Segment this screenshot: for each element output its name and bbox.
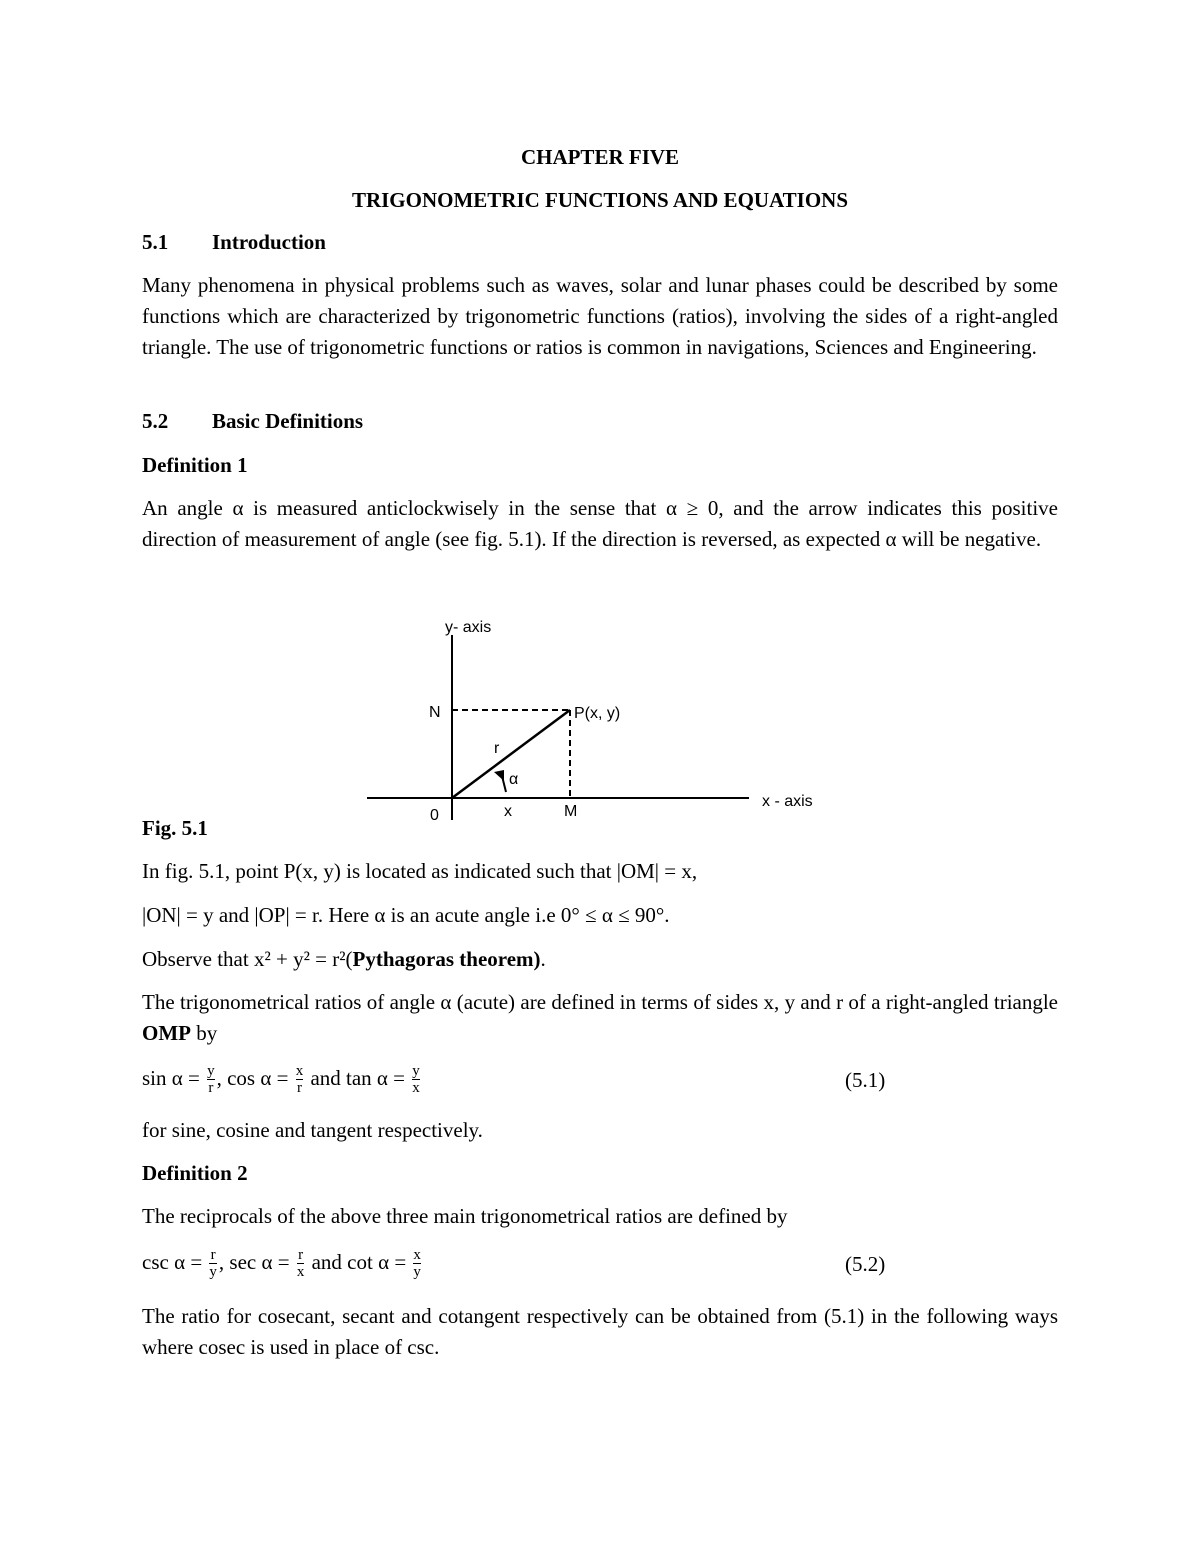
equation-5-1 [142,1063,422,1096]
final-paragraph: The ratio for cosecant, secant and cotangent respectively can be obtained from (5.1) in the following ways where cosec is used in place of csc. [142,1304,1058,1359]
label-x: x [504,803,512,820]
equation-number-5-1: (5.1) [845,1068,886,1092]
eq1-cos: , cos α = [216,1066,294,1090]
chapter-heading: CHAPTER FIVE [520,145,680,169]
label-N: N [429,704,441,721]
equation-5-2 [142,1247,423,1280]
x-axis-label: x - axis [762,793,813,810]
section-number: 5.1 [142,230,169,254]
figure-5-1 [142,610,1058,845]
label-M: M [564,803,578,820]
equation-number-5-2: (5.2) [845,1252,886,1276]
figure-caption: Fig. 5.1 [142,816,208,840]
eq1-and-tan: and tan α = [305,1066,411,1090]
label-r: r [494,740,500,757]
pythagoras-pre: Observe that x² + y² = r²( [142,947,353,971]
definition-2-text: The reciprocals of the above three main trigonometrical ratios are defined by [142,1204,788,1228]
eq1-sin: sin α = [142,1066,206,1090]
eq2-and-cot: and cot α = [306,1250,412,1274]
label-alpha: α [509,771,519,788]
section-heading-intro [142,227,326,258]
fraction-x-over-r: $\frac{x}{r}$ [295,1063,304,1097]
figure-text-1: In fig. 5.1, point P(x, y) is located as indicated such that |OM| = x, [142,859,698,883]
definition-1-heading: Definition 1 [142,453,248,477]
eq2-sec: , sec α = [218,1250,295,1274]
chapter-title: TRIGONOMETRIC FUNCTIONS AND EQUATIONS [351,188,849,212]
figure-text-2: |ON| = y and |OP| = r. Here α is an acute angle i.e 0° ≤ α ≤ 90°. [142,903,670,927]
intro-paragraph: Many phenomena in physical problems such as waves, solar and lunar phases could be described by some functions which are characterized by trigonometric functions (ratios), involving the sides of a right-angled triangle. The use of trigonometric functions or ratios is common in navigations, Sciences and Engineering. [142,273,1058,359]
section-number: 5.2 [142,409,169,433]
eq2-csc: csc α = [142,1250,208,1274]
section-heading-basic [142,406,363,437]
ratios-pre: The trigonometrical ratios of angle α (acute) are defined in terms of sides x, y and r of a right-angled triangle [142,990,1058,1014]
y-axis-label: y- axis [445,619,492,636]
definition-2-heading: Definition 2 [142,1161,248,1185]
respectively-text: for sine, cosine and tangent respectively. [142,1118,483,1142]
fraction-x-over-y: $\frac{x}{y}$ [413,1247,421,1281]
fraction-y-over-r: $\frac{y}{r}$ [207,1063,215,1097]
pythagoras-bold: Pythagoras theorem) [352,947,541,971]
ratios-bold: OMP [142,1021,191,1045]
ratios-post: by [190,1021,218,1045]
angle-arrowhead [494,770,504,781]
section-label: Basic Definitions [212,409,364,433]
label-O: 0 [430,807,439,824]
fraction-y-over-x: $\frac{y}{x}$ [412,1063,420,1097]
pythagoras-post: . [540,947,546,971]
fraction-r-over-y: $\frac{r}{y}$ [209,1247,217,1281]
ratios-paragraph [142,987,1058,1049]
fraction-r-over-x: $\frac{r}{x}$ [296,1247,305,1281]
pythagoras-line [142,944,546,975]
label-P: P(x, y) [574,705,621,722]
definition-1-text: An angle α is measured anticlockwisely in the sense that α ≥ 0, and the arrow indicates this positive direction of measurement of angle (see fig. 5.1). If the direction is reversed, as expected α will be negative. [142,496,1058,551]
section-label: Introduction [212,230,326,254]
